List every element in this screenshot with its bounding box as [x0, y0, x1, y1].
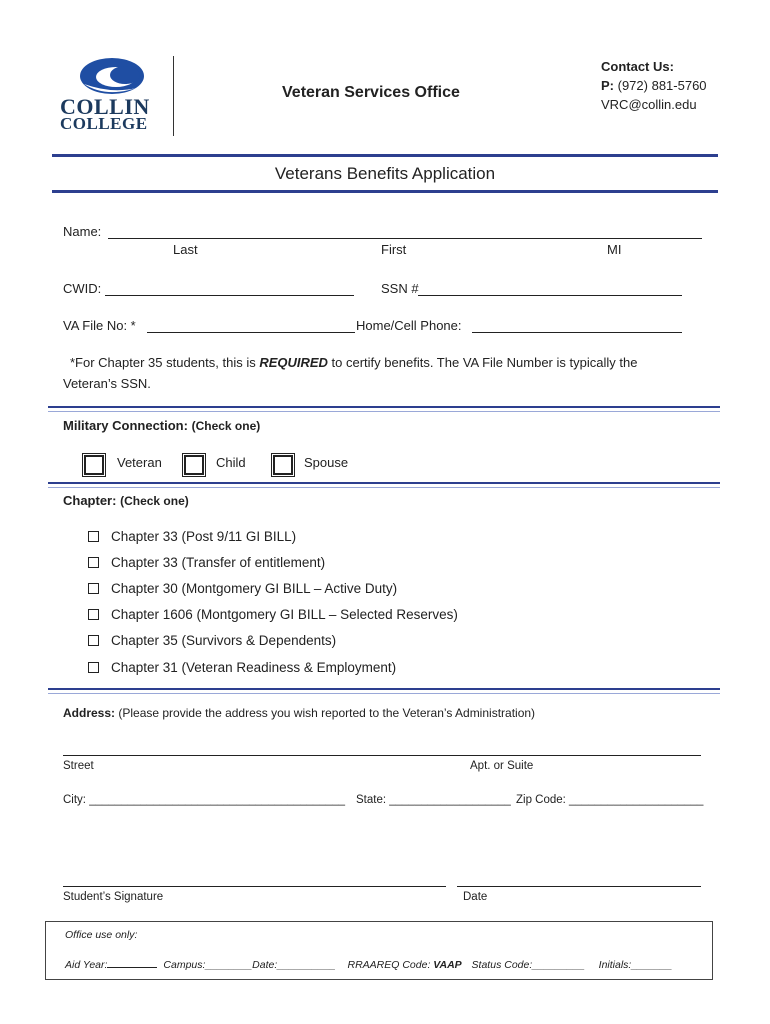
first-label: First [381, 242, 407, 257]
section-rule-address [48, 688, 720, 694]
chapter-option-label: Chapter 35 (Survivors & Dependents) [111, 633, 337, 648]
form-title: Veterans Benefits Application [274, 164, 496, 183]
aid-year-label: Aid Year: [65, 959, 108, 971]
contact-label: Contact Us: [601, 59, 674, 74]
chapter-option-label: Chapter 31 (Veteran Readiness & Employment) [111, 660, 397, 675]
note-required: REQUIRED [259, 355, 328, 370]
header-divider [173, 56, 174, 136]
cwid-field[interactable] [105, 295, 354, 296]
cwid-label: CWID: [63, 281, 102, 296]
home-phone-field[interactable] [472, 332, 682, 333]
street-label: Street [63, 760, 94, 772]
date-label: Date [463, 891, 488, 903]
checkbox-chapter-35[interactable] [88, 635, 99, 646]
military-heading-row [63, 418, 260, 433]
date-field[interactable] [457, 886, 701, 887]
zip-field[interactable]: Zip Code: _____________________ [516, 794, 704, 806]
logo-text-collin: COLLIN [60, 94, 150, 119]
note-line2: Veteran’s SSN. [63, 376, 151, 391]
va-file-field[interactable] [147, 332, 355, 333]
status-code-field[interactable]: Status Code:_________ [471, 959, 585, 971]
office-date-field[interactable]: Date:__________ [252, 959, 336, 971]
checkbox-spouse[interactable] [273, 455, 293, 475]
chapter-option-row[interactable] [88, 581, 397, 596]
ssn-label: SSN # [381, 281, 419, 296]
note-prefix: *For Chapter 35 students, this is [70, 355, 260, 370]
checkbox-chapter-31[interactable] [88, 662, 99, 673]
signature-label: Student’s Signature [63, 891, 164, 903]
contact-phone: (972) 881-5760 [617, 78, 707, 93]
rraareq-value: VAAP [433, 959, 462, 971]
checkbox-child[interactable] [184, 455, 204, 475]
state-field[interactable]: State: ___________________ [356, 794, 511, 806]
mi-label: MI [607, 242, 622, 257]
office-use-title: Office use only: [65, 929, 138, 941]
chapter-option-row[interactable] [88, 633, 336, 648]
campus-field[interactable]: Campus:________ [163, 959, 253, 971]
chapter-heading-row [63, 493, 189, 508]
chapter-option-label: Chapter 33 (Transfer of entitlement) [111, 555, 326, 570]
section-rule-chapter [48, 482, 720, 488]
title-rule-top [52, 154, 718, 157]
initials-field[interactable]: Initials:_______ [598, 959, 673, 971]
military-heading: Military Connection: [63, 418, 188, 433]
military-hint: (Check one) [191, 419, 261, 433]
office-use-box [45, 921, 713, 980]
chapter-heading: Chapter: [63, 493, 117, 508]
logo-text-college: COLLEGE [60, 114, 148, 133]
last-label: Last [173, 242, 198, 257]
address-heading-row [63, 706, 535, 720]
address-heading: Address: [63, 706, 116, 720]
chapter-option-row[interactable] [88, 529, 296, 544]
city-field[interactable]: City: ________________________________________ [63, 794, 346, 806]
name-field[interactable] [108, 238, 702, 239]
address-hint: (Please provide the address you wish reported to the Veteran’s Administration) [118, 706, 536, 720]
street-field[interactable] [63, 755, 701, 756]
option-spouse: Spouse [304, 455, 349, 470]
chapter35-note [70, 355, 637, 370]
apt-label: Apt. or Suite [470, 760, 534, 772]
office-title: Veteran Services Office [282, 84, 460, 101]
checkbox-veteran[interactable] [84, 455, 104, 475]
chapter-option-row[interactable] [88, 607, 458, 622]
chapter-option-label: Chapter 1606 (Montgomery GI BILL – Selected Reserves) [111, 607, 458, 622]
office-fields-row [65, 959, 672, 971]
va-file-label: VA File No: * [63, 318, 136, 333]
chapter-hint: (Check one) [120, 494, 189, 508]
checkbox-chapter-30[interactable] [88, 583, 99, 594]
contact-email[interactable]: VRC@collin.edu [601, 97, 697, 112]
aid-year-field[interactable] [107, 967, 157, 968]
chapter-option-label: Chapter 33 (Post 9/11 GI BILL) [111, 529, 297, 544]
rraareq-label: RRAAREQ Code: [347, 959, 431, 971]
logo-swoosh-icon [76, 54, 146, 98]
chapter-option-label: Chapter 30 (Montgomery GI BILL – Active Duty) [111, 581, 398, 596]
ssn-field[interactable] [418, 295, 682, 296]
name-label: Name: [63, 224, 102, 239]
phone-prefix: P: [601, 78, 614, 93]
contact-phone-row [601, 78, 707, 93]
option-veteran: Veteran [117, 455, 162, 470]
section-rule-military [48, 406, 720, 412]
signature-field[interactable] [63, 886, 446, 887]
title-rule-bottom [52, 190, 718, 193]
checkbox-chapter-33-transfer[interactable] [88, 557, 99, 568]
note-suffix: to certify benefits. The VA File Number is typically the [327, 355, 638, 370]
home-phone-label: Home/Cell Phone: [356, 318, 462, 333]
chapter-option-row[interactable] [88, 555, 325, 570]
checkbox-chapter-1606[interactable] [88, 609, 99, 620]
chapter-option-row[interactable] [88, 660, 396, 675]
option-child: Child [216, 455, 246, 470]
checkbox-chapter-33-post911[interactable] [88, 531, 99, 542]
